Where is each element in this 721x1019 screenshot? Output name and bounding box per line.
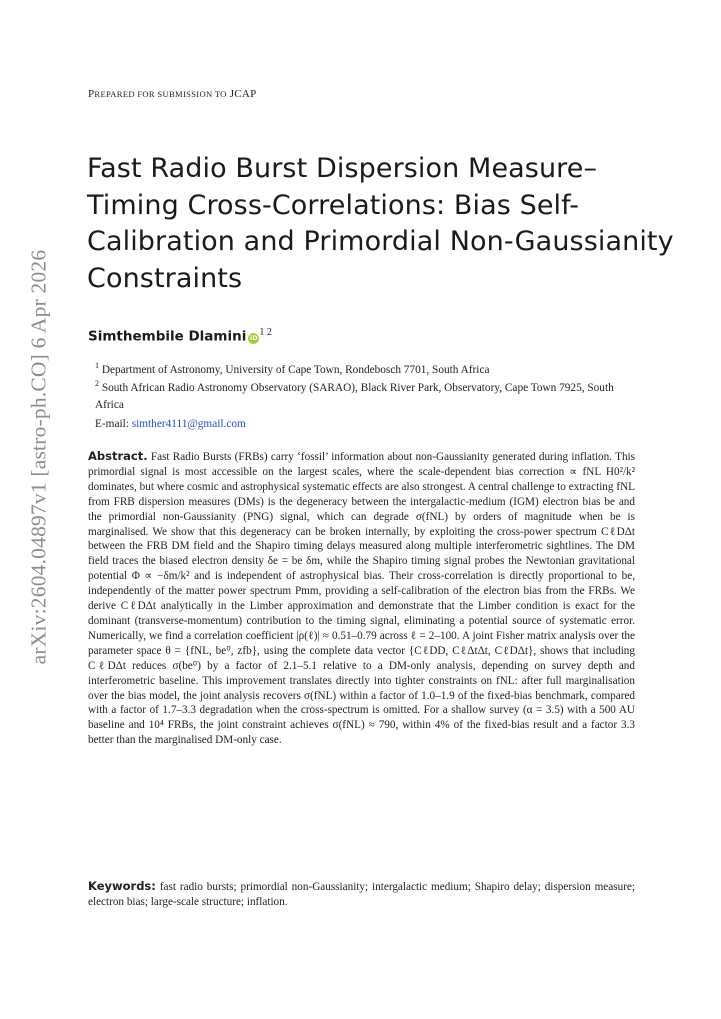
arxiv-identifier-text: arXiv:2604.04897v1 [astro-ph.CO] 6 Apr 2026 [26, 249, 51, 665]
abstract-text: Fast Radio Bursts (FRBs) carry ‘fossil’ information about non-Gaussianity generated during inflation. This primordial signal is most accessible on the largest scales, where the scale-dependent bias correction ∝ fNL H0²/k² dominates, but where cosmic and astrophysical systematic effects are also strongest. A central challenge to extracting fNL from FRB dispersion measures (DMs) is the degeneracy between the intergalactic-medium (IGM) electron bias be and the primordial non-Gaussianity (PNG) signal, which can degrade σ(fNL) by orders of magnitude when be is marginalised. We show that this degeneracy can be broken internally, by exploiting the cross-power spectrum CℓDΔt between the FRB DM field and the Shapiro timing delays measured along multiple interferometric sightlines. The DM field traces the biased electron density δe = be δm, while the Shapiro timing signal probes the Newtonian gravitational potential Φ ∝ −δm/k² and is independent of astrophysical bias. Their cross-correlation is directly proportional to be, independently of the matter power spectrum Pmm, providing a self-calibration of the electron bias from the FRBs. We derive CℓDΔt analytically in the Limber approximation and demonstrate that the Limber condition is exact for the dominant (transverse-momentum) contribution to the timing signal, eliminating a potential source of systematic error. Numerically, we find a correlation coefficient |ρ(ℓ)| ≈ 0.51–0.79 across ℓ = 2–100. A joint Fisher matrix analysis over the parameter space θ = {fNL, be⁰, zfb}, using the complete data vector {CℓDD, CℓΔtΔt, CℓDΔt}, shows that including CℓDΔt reduces σ(be⁰) by a factor of 2.1–5.1 relative to a DM-only analysis, depending on survey depth and interferometric baseline. This improvement translates directly into tighter constraints on fNL: after full marginalisation over the bias model, the joint analysis recovers σ(fNL) within a factor of 1.0–1.9 of the fixed-bias benchmark, compared with a factor of 1.7–3.3 degradation when the cross-spectrum is omitted. For a shallow survey (α = 3.5) with a 500 AU baseline and 10⁴ FRBs, the joint constraint achieves σ(fNL) ≈ 790, within 4% of the fixed-bias result and a factor 3.3 better than the marginalised DM-only case. [88, 451, 636, 747]
keywords [88, 879, 635, 910]
paper-title: Fast Radio Burst Dispersion Measure–Timing Cross-Correlations: Bias Self-Calibration and Primordial Non-Gaussianity Constraints [87, 153, 674, 294]
affiliation-text: Department of Astronomy, University of Cape Town, Rondebosch 7701, South Africa [101, 363, 490, 376]
email-line [95, 418, 246, 430]
affiliation-text: South African Radio Astronomy Observatory (SARAO), Black River Park, Observatory, Cape Town 7925, South Africa [95, 381, 614, 411]
arxiv-identifier [21, 249, 57, 665]
abstract-label: Abstract. [88, 449, 148, 463]
orcid-icon[interactable]: iD [250, 333, 258, 342]
affiliation-mark: 1 [95, 361, 99, 370]
keywords-text: fast radio bursts; primordial non-Gaussianity; intergalactic medium; Shapiro delay; dispersion measure; electron bias; large-scale structure; inflation. [88, 881, 635, 908]
email-link[interactable]: simther4111@gmail.com [131, 418, 246, 430]
author-name: Simthembile Dlamini [88, 328, 247, 345]
author-line [88, 327, 272, 345]
email-label: E-mail: [95, 418, 129, 430]
affiliation-mark: 2 [95, 379, 99, 388]
abstract [88, 449, 635, 748]
keywords-label: Keywords: [88, 879, 156, 893]
journal-name: JCAP [229, 88, 257, 100]
author-affiliation-marks: 1 2 [259, 327, 272, 338]
submission-note-text: REPARED FOR SUBMISSION TO [94, 89, 227, 99]
submission-note [88, 88, 257, 100]
submission-note-initial: P [88, 88, 95, 100]
affiliation-2 [95, 375, 640, 414]
